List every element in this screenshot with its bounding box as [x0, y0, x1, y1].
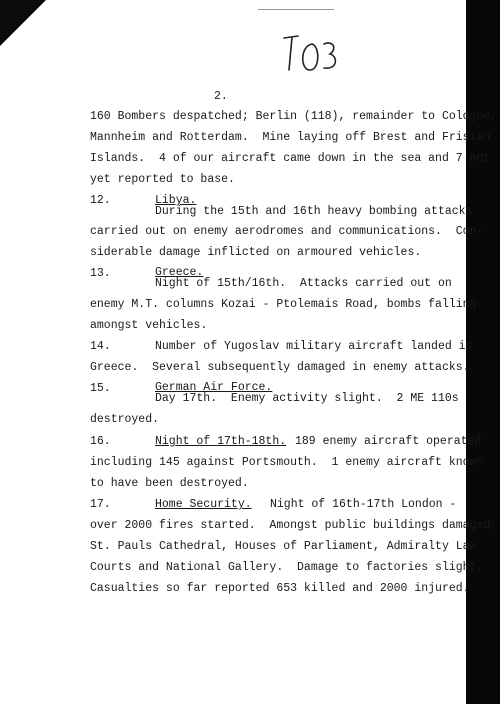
text-line: siderable damage inflicted on armoured vehicles. [90, 246, 422, 259]
paragraph-number: 17. [90, 498, 111, 511]
text-line: Day 17th. Enemy activity slight. 2 ME 110s [155, 392, 459, 405]
text-line: 189 enemy aircraft operated [295, 435, 482, 448]
text-line: Night of 15th/16th. Attacks carried out on [155, 277, 452, 290]
text-line: Night of 16th-17th London - [270, 498, 457, 511]
text-line: St. Pauls Cathedral, Houses of Parliament, Admiralty Law [90, 540, 477, 553]
section-heading: Home Security. [155, 498, 252, 511]
paragraph-number: 14. [90, 340, 111, 353]
section-heading: Greece. [155, 266, 204, 279]
text-line: Mannheim and Rotterdam. Mine laying off Brest and Frisian [90, 131, 491, 144]
text-line: to have been destroyed. [90, 477, 249, 490]
text-line: over 2000 fires started. Amongst public buildings damaged, [90, 519, 498, 532]
text-line: 160 Bombers despatched; Berlin (118), remainder to Cologne, [90, 110, 498, 123]
paragraph-number: 12. [90, 194, 111, 207]
paragraph-number: 16. [90, 435, 111, 448]
text-line: including 145 against Portsmouth. 1 enemy aircraft known [90, 456, 484, 469]
text-line: Islands. 4 of our aircraft came down in the sea and 7 not [90, 152, 491, 165]
section-heading: German Air Force. [155, 381, 273, 394]
page-number: 2. [214, 90, 228, 103]
top-rule [258, 9, 334, 10]
section-heading: Night of 17th-18th. [155, 435, 287, 448]
text-line: carried out on enemy aerodromes and communications. Con- [90, 225, 484, 238]
text-line: yet reported to base. [90, 173, 235, 186]
text-line: Greece. Several subsequently damaged in enemy attacks. [90, 361, 470, 374]
text-line: Casualties so far reported 653 killed and 2000 injured. [90, 582, 470, 595]
scan-corner-shadow [0, 0, 46, 46]
text-line: Courts and National Gallery. Damage to factories slight. [90, 561, 484, 574]
text-line: Number of Yugoslav military aircraft landed in [155, 340, 473, 353]
text-line: During the 15th and 16th heavy bombing attacks [155, 205, 473, 218]
text-line: enemy M.T. columns Kozai - Ptolemais Road, bombs falling [90, 298, 477, 311]
handwritten-reference-number [280, 30, 340, 76]
section-heading: Libya. [155, 194, 197, 207]
paragraph-number: 13. [90, 267, 111, 280]
paragraph-number: 15. [90, 382, 111, 395]
text-line: destroyed. [90, 413, 160, 426]
text-line: amongst vehicles. [90, 319, 208, 332]
